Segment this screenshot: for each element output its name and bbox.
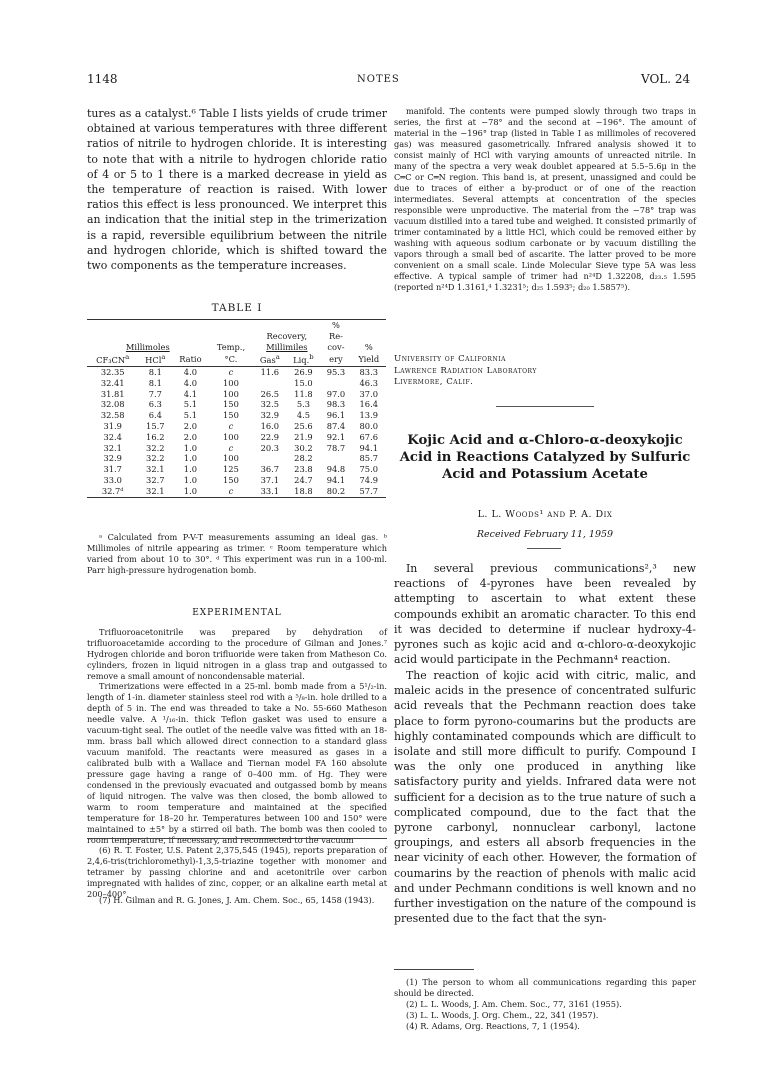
table-cell: 28.2 bbox=[294, 453, 313, 464]
table-title: TABLE I bbox=[211, 302, 263, 314]
table-row bbox=[87, 421, 386, 432]
received-date: Received February 11, 1959 bbox=[476, 529, 614, 540]
table-cell: 20.3 bbox=[260, 442, 280, 453]
table-cell: 25.6 bbox=[294, 420, 313, 431]
table-cell: 4.5 bbox=[296, 410, 311, 421]
table-cell: 32.7ᵈ bbox=[101, 485, 124, 496]
table-cell: 36.7 bbox=[260, 464, 280, 475]
table-cell: 32.9 bbox=[260, 410, 280, 421]
table-cell: 97.0 bbox=[326, 388, 346, 399]
table-cell: 100 bbox=[223, 431, 239, 442]
table-cell: 5.1 bbox=[183, 410, 197, 421]
table-cell: 32.1 bbox=[146, 485, 165, 496]
table-cell: 57.7 bbox=[359, 485, 378, 496]
table-cell: 8.1 bbox=[148, 366, 162, 377]
table-cell: 32.2 bbox=[146, 453, 165, 464]
table-cell: 32.08 bbox=[100, 399, 125, 410]
table-cell: 6.3 bbox=[148, 399, 162, 410]
table-cell: 16.0 bbox=[260, 420, 280, 431]
table-row bbox=[87, 399, 386, 410]
table-cell: 1.0 bbox=[183, 474, 197, 485]
table-cell: 95.3 bbox=[326, 366, 346, 377]
table-cell: 87.4 bbox=[326, 420, 346, 431]
table-cell: 125 bbox=[223, 464, 239, 475]
table-cell: c bbox=[228, 366, 234, 377]
table-cell: 31.7 bbox=[103, 464, 122, 475]
footnote-2: (2) L. L. Woods, J. Am. Chem. Soc., 77, 3161 (1955). bbox=[406, 999, 622, 1009]
table-cell bbox=[253, 453, 286, 464]
section-divider bbox=[496, 406, 594, 407]
table-row bbox=[87, 410, 386, 421]
table-cell: 1.0 bbox=[183, 442, 197, 453]
table-cell: 32.2 bbox=[146, 442, 165, 453]
recov-cont-header: cov- bbox=[327, 341, 345, 352]
authors: L. L. Woods¹ and P. A. Dix bbox=[477, 509, 613, 520]
footnote-rule bbox=[394, 969, 474, 970]
table-cell: 4.0 bbox=[183, 366, 197, 377]
affiliation-lab: Lawrence Radiation Laboratory bbox=[394, 365, 537, 376]
table-cell: 67.6 bbox=[359, 431, 378, 442]
table-cell: 83.3 bbox=[359, 366, 378, 377]
article-title: Kojic Acid and α-Chloro-α-deoxykojic Acid in Reactions Catalyzed by Sulfuric Acid and Potassium Acetate bbox=[399, 433, 691, 482]
table-cell: 94.1 bbox=[326, 474, 346, 485]
table-cell: 4.1 bbox=[183, 388, 197, 399]
table-cell: 32.1 bbox=[103, 442, 122, 453]
table-cell: 32.58 bbox=[100, 410, 125, 421]
table-cell: 26.9 bbox=[294, 366, 313, 377]
table-cell: 16.2 bbox=[146, 431, 165, 442]
gas-header: Gas$^a$ bbox=[259, 353, 280, 366]
table-cell: 21.9 bbox=[294, 431, 313, 442]
table-cell: 78.7 bbox=[326, 442, 346, 453]
affiliation-university: University of California bbox=[394, 354, 506, 364]
footnote-1: (1) The person to whom all communications regarding this paper should be directed. bbox=[394, 977, 696, 998]
hcl-header: HCl$^a$ bbox=[145, 353, 166, 366]
table-row bbox=[87, 453, 386, 464]
table-cell: 7.7 bbox=[148, 388, 162, 399]
table-row bbox=[87, 464, 386, 475]
table-cell bbox=[320, 378, 351, 389]
table-row bbox=[87, 432, 386, 443]
table-cell: 32.41 bbox=[100, 377, 125, 388]
experimental-paragraph-2: Trimerizations were effected in a 25-ml. bomb made from a 5¹/₂-in. length of 1-in. diameter stainless steel rod with a ⁵/₈-in. hole drilled to a depth of 5 in. The end was threaded to take a No. 55-660 Matheson needle valve. A ¹/₁₆-in. thick Teflon gasket was used to ensure a vacuum-tight seal. The outlet of the needle valve was fitted with an 18-mm. brass ball which allowed direct connection to a standard glass vacuum manifold. The reactants were measured as gases in a calibrated bulb with a Wallace and Tiernan model FA 160 absolute pressure gage having a range of 0–400 mm. of Hg. They were condensed in the previously evacuated and outgassed bomb by means of liquid nitrogen. The valve was then closed, the bomb allowed to warm to room temperature and maintained at the specified temperature for 18–20 hr. Temperatures between 100 and 150° were maintained to ±5° by a stirred oil bath. The bomb was then cooled to room temperature, if necessary, and reconnected to the vacuum bbox=[87, 681, 387, 845]
footnote-4: (4) R. Adams, Org. Reactions, 7, 1 (1954). bbox=[406, 1021, 580, 1031]
table-cell: 26.5 bbox=[260, 388, 280, 399]
page-number: 1148 bbox=[87, 72, 118, 86]
table-cell: 150 bbox=[223, 474, 239, 485]
table-cell: 32.9 bbox=[103, 453, 122, 464]
recovery-pct-header: ery bbox=[329, 353, 343, 364]
body-paragraph-2: The reaction of kojic acid with citric, malic, and maleic acids in the presence of concentrated sulfuric acid reveals that the Pechmann reaction does take place to form pyrono-coumarins but the products are highly contaminated compounds which are difficult to isolate and still more difficult to purify. Compound I was the only one produced in anything like satisfactory purity and yields. Infrared data were not sufficient for a decision as to the true nature of such a complicated compound, due to the fact that the pyrone carbonyl, nonnuclear carbonyl, lactone groupings, and esters all absorb frequencies in the near vicinity of each other. However, the formation of coumarins by the reaction of phenols with malic acid and under Pechmann conditions is well known and no further investigation on the nature of the compound is presented due to the fact that the syn- bbox=[394, 669, 696, 926]
table-cell: 6.4 bbox=[148, 410, 162, 421]
table-row bbox=[87, 443, 386, 454]
table-cell: 37.1 bbox=[260, 474, 280, 485]
table-cell: 150 bbox=[223, 399, 239, 410]
table-cell: 100 bbox=[223, 453, 239, 464]
table-footnote: ᵃ Calculated from P-V-T measurements assuming an ideal gas. ᵇ Millimoles of nitrile appearing as trimer. ᶜ Room temperature which varied from about 10 to 30°. ᵈ This experiment was run in a 100-ml. Parr high-pressure hydrogenation bomb. bbox=[87, 532, 387, 575]
table-cell: 32.7 bbox=[146, 474, 165, 485]
recovery-header: Recovery, bbox=[266, 330, 308, 341]
table-cell: 30.2 bbox=[294, 442, 313, 453]
table-cell: 31.81 bbox=[100, 388, 125, 399]
table-cell: 46.3 bbox=[359, 377, 378, 388]
table-cell: 98.3 bbox=[326, 399, 346, 410]
table-1 bbox=[87, 319, 387, 498]
running-head: NOTES bbox=[357, 74, 400, 85]
table-cell: 96.1 bbox=[326, 410, 346, 421]
footnote-6: (6) R. T. Foster, U.S. Patent 2,375,545 (1945), reports preparation of 2,4,6-tris(trichloromethyl)-1,3,5-triazine together with monomer and tetramer by passing chlorine and and acetonitrile over carbon impregnated with halides of zinc, copper, or an alkaline earth metal at 200–400°. bbox=[87, 838, 387, 900]
table-cell: 75.0 bbox=[359, 464, 378, 475]
temp-unit-header: °C. bbox=[224, 353, 238, 364]
table-row bbox=[87, 486, 386, 497]
table-row bbox=[87, 366, 386, 377]
table-cell: 32.4 bbox=[103, 431, 122, 442]
experimental-continued: manifold. The contents were pumped slowly through two traps in series, the first at −78° and the second at −196°. The amount of material in the −196° trap (listed in Table I as millimoles of recovered gas) was measured gasometrically. Infrared analysis showed it to consist mainly of HCl with varying amounts of unreacted nitrile. In many of the spectra a very weak doublet appeared at 5.5–5.6μ in the C═C or C═N region. This band is, at present, unassigned and could be due to traces of either a by-product or of one of the reaction intermediates. Several attempts at concentration of the species responsible were unproductive. The material from the −78° trap was vacuum distilled into a tared tube and weighed. It consisted primarily of trimer contaminated by a little HCl, which could be removed either by washing with aqueous sodium carbonate or by vacuum distilling the vapors through a small bed of ascarite. The latter proved to be more convenient on a small scale. Linde Molecular Sieve type 5A was less effective. A typical sample of trimer had n²⁴D 1.32208, d₂₃.₅ 1.595 (reported n²⁴D 1.3161,⁴ 1.3231⁵; d₂₅ 1.593⁵; d₂₀ 1.5857⁵). bbox=[394, 106, 696, 292]
short-rule bbox=[527, 548, 561, 549]
table-cell: 33.0 bbox=[103, 474, 122, 485]
yield-header: Yield bbox=[358, 353, 380, 364]
pct-recov-header: % Re- bbox=[328, 320, 343, 341]
table-cell: 31.9 bbox=[103, 420, 122, 431]
millimoles-header: Millimoles bbox=[125, 341, 170, 352]
table-cell: 16.4 bbox=[359, 399, 378, 410]
table-cell: 23.8 bbox=[294, 464, 313, 475]
table-cell: 5.1 bbox=[183, 399, 197, 410]
table-cell: 94.1 bbox=[359, 442, 378, 453]
table-cell: 11.8 bbox=[294, 388, 313, 399]
table-cell bbox=[253, 378, 286, 389]
table-cell: 85.7 bbox=[359, 453, 378, 464]
table-cell: 11.6 bbox=[260, 366, 280, 377]
temp-header: Temp., bbox=[216, 341, 246, 352]
table-cell: 24.7 bbox=[294, 474, 313, 485]
table-cell: 1.0 bbox=[183, 485, 197, 496]
table-cell: 13.9 bbox=[359, 410, 378, 421]
table-cell bbox=[320, 453, 351, 464]
liq-header: Liq.$^b$ bbox=[293, 353, 314, 366]
table-row bbox=[87, 389, 386, 400]
table-cell: 2.0 bbox=[183, 420, 197, 431]
affiliation-location: Livermore, Calif. bbox=[394, 377, 474, 387]
table-cell: 100 bbox=[223, 377, 239, 388]
table-cell: 1.0 bbox=[183, 464, 197, 475]
table-cell: 1.0 bbox=[183, 453, 197, 464]
table-cell: 150 bbox=[223, 410, 239, 421]
table-cell: 33.1 bbox=[260, 485, 280, 496]
table-cell: 94.8 bbox=[326, 464, 346, 475]
footnote-3: (3) L. L. Woods, J. Org. Chem., 22, 341 (1957). bbox=[406, 1010, 599, 1020]
table-cell: 92.1 bbox=[326, 431, 346, 442]
table-cell: 32.1 bbox=[146, 464, 165, 475]
table-cell: 8.1 bbox=[148, 377, 162, 388]
table-cell: 4.0 bbox=[183, 377, 197, 388]
table-cell: 37.0 bbox=[359, 388, 378, 399]
table-row bbox=[87, 378, 386, 389]
table-cell: c bbox=[228, 442, 234, 453]
table-cell: 32.5 bbox=[260, 399, 280, 410]
table-cell: 32.35 bbox=[100, 366, 125, 377]
intro-paragraph: tures as a catalyst.⁶ Table I lists yields of crude trimer obtained at various temperatures with three different ratios of nitrile to hydrogen chloride. It is interesting to note that with a nitrile to hydrogen chloride ratio of 4 or 5 to 1 there is a marked decrease in yield as the temperature of reaction is raised. With lower ratios this effect is less pronounced. We interpret this an indication that the initial step in the trimerization is a rapid, reversible equilibrium between the nitrile and hydrogen chloride, which is shifted toward the two components as the temperature increases. bbox=[87, 107, 387, 273]
cf3cn-header: $CF_3CN^a$ bbox=[96, 353, 130, 366]
ratio-header: Ratio bbox=[179, 353, 202, 364]
body-paragraph-1: In several previous communications²,³ new reactions of 4-pyrones have been revealed by attempting to ascertain to what extent these compounds exhibit an aromatic character. To this end it was decided to determine if nuclear hydroxy-4-pyrones such as kojic acid and α-chloro-α-deoxykojic acid would participate in the Pechmann⁴ reaction. bbox=[394, 562, 696, 667]
table-cell: c bbox=[228, 420, 234, 431]
table-row bbox=[87, 475, 386, 486]
table-cell: c bbox=[228, 485, 234, 496]
table-cell: 74.9 bbox=[359, 474, 378, 485]
experimental-paragraph-1: Trifluoroacetonitrile was prepared by dehydration of trifluoroacetamide according to the procedure of Gilman and Jones.⁷ Hydrogen chloride and boron trifluoride were taken from Matheson Co. cylinders, frozen in liquid nitrogen in a glass trap and outgassed to remove a small amount of noncondensable material. bbox=[87, 627, 387, 681]
volume-label: VOL. 24 bbox=[641, 72, 691, 86]
table-cell: 15.7 bbox=[146, 420, 165, 431]
yield-pct-header: % bbox=[364, 341, 373, 352]
table-cell: 100 bbox=[223, 388, 239, 399]
table-cell: 18.8 bbox=[294, 485, 313, 496]
experimental-heading: EXPERIMENTAL bbox=[192, 608, 282, 618]
table-cell: 80.0 bbox=[359, 420, 378, 431]
footnote-7: (7) H. Gilman and R. G. Jones, J. Am. Chem. Soc., 65, 1458 (1943). bbox=[99, 895, 375, 905]
table-cell: 15.0 bbox=[294, 377, 313, 388]
table-cell: 80.2 bbox=[326, 485, 346, 496]
table-cell: 22.9 bbox=[260, 431, 280, 442]
table-cell: 2.0 bbox=[183, 431, 197, 442]
table-cell: 5.3 bbox=[296, 399, 311, 410]
affiliation bbox=[394, 354, 696, 389]
data-table bbox=[87, 319, 386, 498]
rec-millimoles-header: Millimiles bbox=[266, 341, 308, 352]
